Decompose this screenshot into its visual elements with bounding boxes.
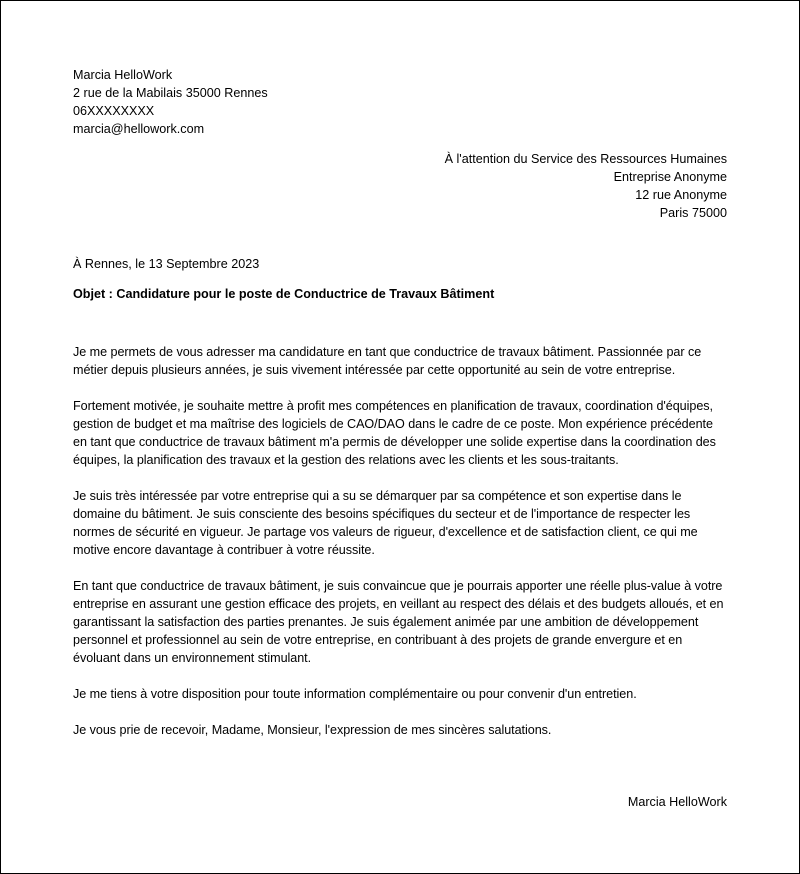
date-line: À Rennes, le 13 Septembre 2023 bbox=[73, 257, 260, 271]
sender-address: 2 rue de la Mabilais 35000 Rennes bbox=[73, 86, 268, 100]
recipient-attention: À l'attention du Service des Ressources Humaines bbox=[444, 152, 727, 166]
recipient-street: 12 rue Anonyme bbox=[635, 188, 727, 202]
sender-block bbox=[73, 66, 473, 138]
body-paragraph: En tant que conductrice de travaux bâtiment, je suis convaincue que je pourrais apporter une réelle plus-value à votre entreprise en assurant une gestion efficace des projets, en veillant au respect des délais et des budgets alloués, et en garantissant la satisfaction des parties prenantes. Je suis également animée par une ambition de développement personnel et professionnel au sein de votre entreprise, en contribuant à des projets de grande envergure et en évoluant dans un environnement stimulant. bbox=[73, 579, 724, 665]
signature: Marcia HelloWork bbox=[627, 795, 727, 809]
sender-phone: 06XXXXXXXX bbox=[73, 104, 155, 118]
body-paragraph: Je vous prie de recevoir, Madame, Monsieur, l'expression de mes sincères salutations. bbox=[73, 723, 552, 737]
recipient-city: Paris 75000 bbox=[659, 206, 727, 220]
body-paragraph: Je me tiens à votre disposition pour toute information complémentaire ou pour convenir d'un entretien. bbox=[73, 687, 637, 701]
sender-email: marcia@hellowork.com bbox=[73, 122, 205, 136]
subject-line: Objet : Candidature pour le poste de Conductrice de Travaux Bâtiment bbox=[73, 287, 495, 301]
recipient-block bbox=[307, 150, 727, 222]
body-paragraph: Fortement motivée, je souhaite mettre à profit mes compétences en planification de travaux, coordination d'équipes, gestion de budget et ma maîtrise des logiciels de CAO/DAO dans le cadre de ce poste. Mon expérience précédente en tant que conductrice de travaux bâtiment m'a permis de développer une solide expertise dans la coordination des équipes, la planification des travaux et la gestion des relations avec les clients et les sous-traitants. bbox=[73, 399, 716, 467]
body-paragraph: Je suis très intéressée par votre entreprise qui a su se démarquer par sa compétence et son expertise dans le domaine du bâtiment. Je suis consciente des besoins spécifiques du secteur et de l'importance de respecter les normes de sécurité en vigueur. Je partage vos valeurs de rigueur, d'excellence et de satisfaction client, ce qui me motive encore davantage à contribuer à votre réussite. bbox=[73, 489, 698, 557]
sender-name: Marcia HelloWork bbox=[73, 68, 173, 82]
recipient-company: Entreprise Anonyme bbox=[613, 170, 727, 184]
body-paragraph: Je me permets de vous adresser ma candidature en tant que conductrice de travaux bâtiment. Passionnée par ce métier depuis plusieurs années, je suis vivement intéressée par cette opportunité au sein de votre entreprise. bbox=[73, 345, 702, 377]
letter-body bbox=[73, 343, 729, 757]
